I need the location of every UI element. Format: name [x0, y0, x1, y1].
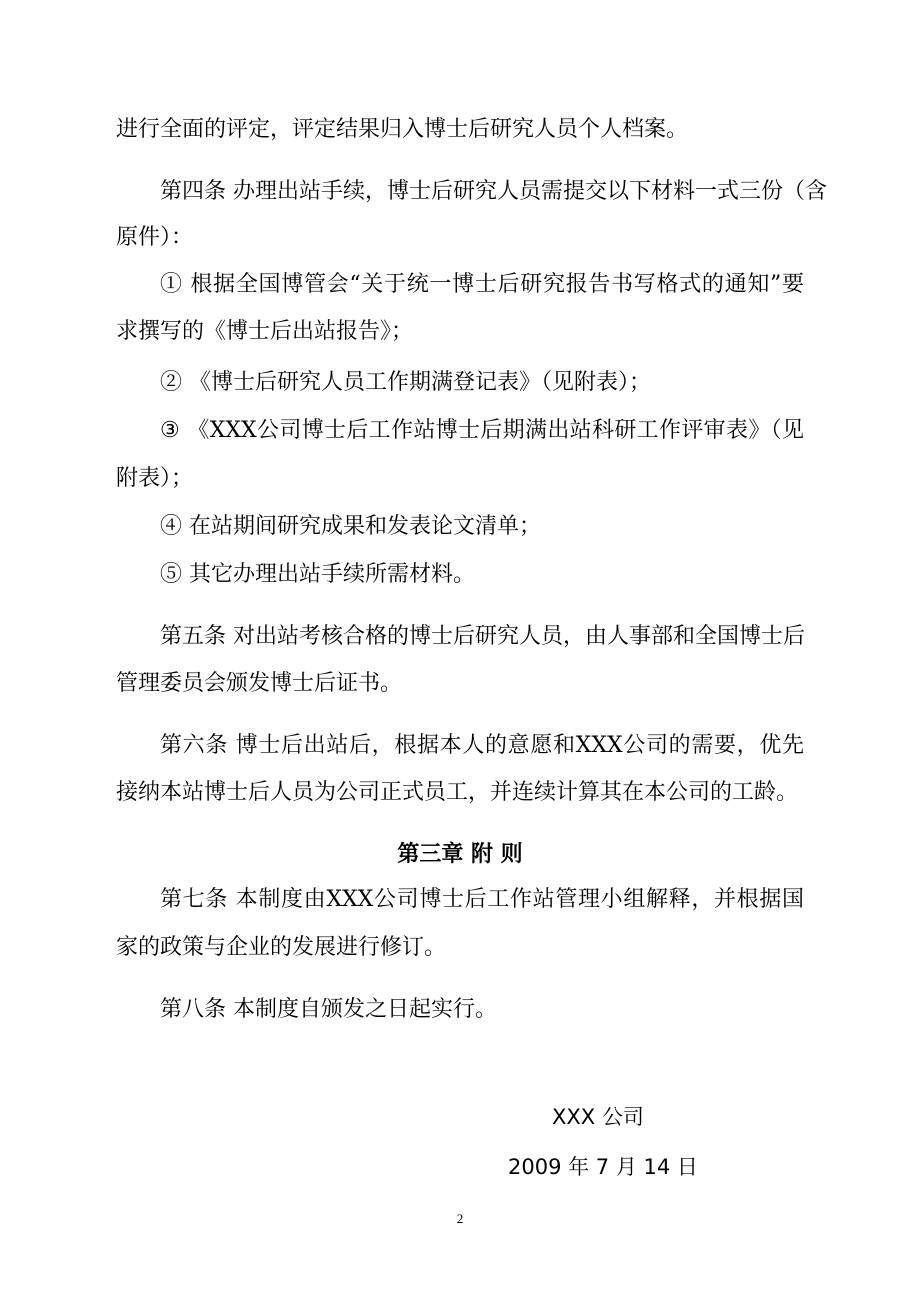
article-5-line-1: 第五条 对出站考核合格的博士后研究人员，由人事部和全国博士后: [160, 624, 805, 649]
chapter-3-heading: 第三章 附 则: [397, 842, 523, 867]
article-7-line-1: 第七条 本制度由XXX公司博士后工作站管理小组解释，并根据国: [160, 887, 804, 912]
signature-company: XXX 公司: [552, 1105, 644, 1129]
item-4: ④ 在站期间研究成果和发表论文清单；: [160, 514, 541, 539]
paragraph-line: 进行全面的评定，评定结果归入博士后研究人员个人档案。: [116, 117, 689, 142]
item-3-line-1: ③ 《XXX公司博士后工作站博士后期满出站科研工作评审表》（见: [160, 418, 804, 443]
item-3-line-2: 附表）；: [116, 466, 194, 491]
item-1-line-1: ① 根据全国博管会“关于统一博士后研究报告书写格式的通知”要: [160, 272, 804, 297]
article-5-line-2: 管理委员会颁发博士后证书。: [116, 671, 403, 696]
item-2: ② 《博士后研究人员工作期满登记表》（见附表）；: [160, 370, 651, 395]
signature-date: 2009 年 7 月 14 日: [508, 1155, 698, 1179]
article-6-line-1: 第六条 博士后出站后，根据本人的意愿和XXX公司的需要，优先: [160, 733, 804, 758]
item-1-line-2: 求撰写的《博士后出站报告》；: [116, 319, 414, 344]
page-number: 2: [456, 1211, 464, 1226]
article-7-line-2: 家的政策与企业的发展进行修订。: [116, 935, 447, 960]
article-4-line-2: 原件）：: [116, 225, 194, 250]
item-5: ⑤ 其它办理出站手续所需材料。: [160, 562, 475, 587]
article-4-line-1: 第四条 办理出站手续，博士后研究人员需提交以下材料一式三份（含: [160, 179, 827, 204]
article-8: 第八条 本制度自颁发之日起实行。: [160, 997, 497, 1022]
article-6-line-2: 接纳本站博士后人员为公司正式员工，并连续计算其在本公司的工龄。: [116, 780, 799, 805]
